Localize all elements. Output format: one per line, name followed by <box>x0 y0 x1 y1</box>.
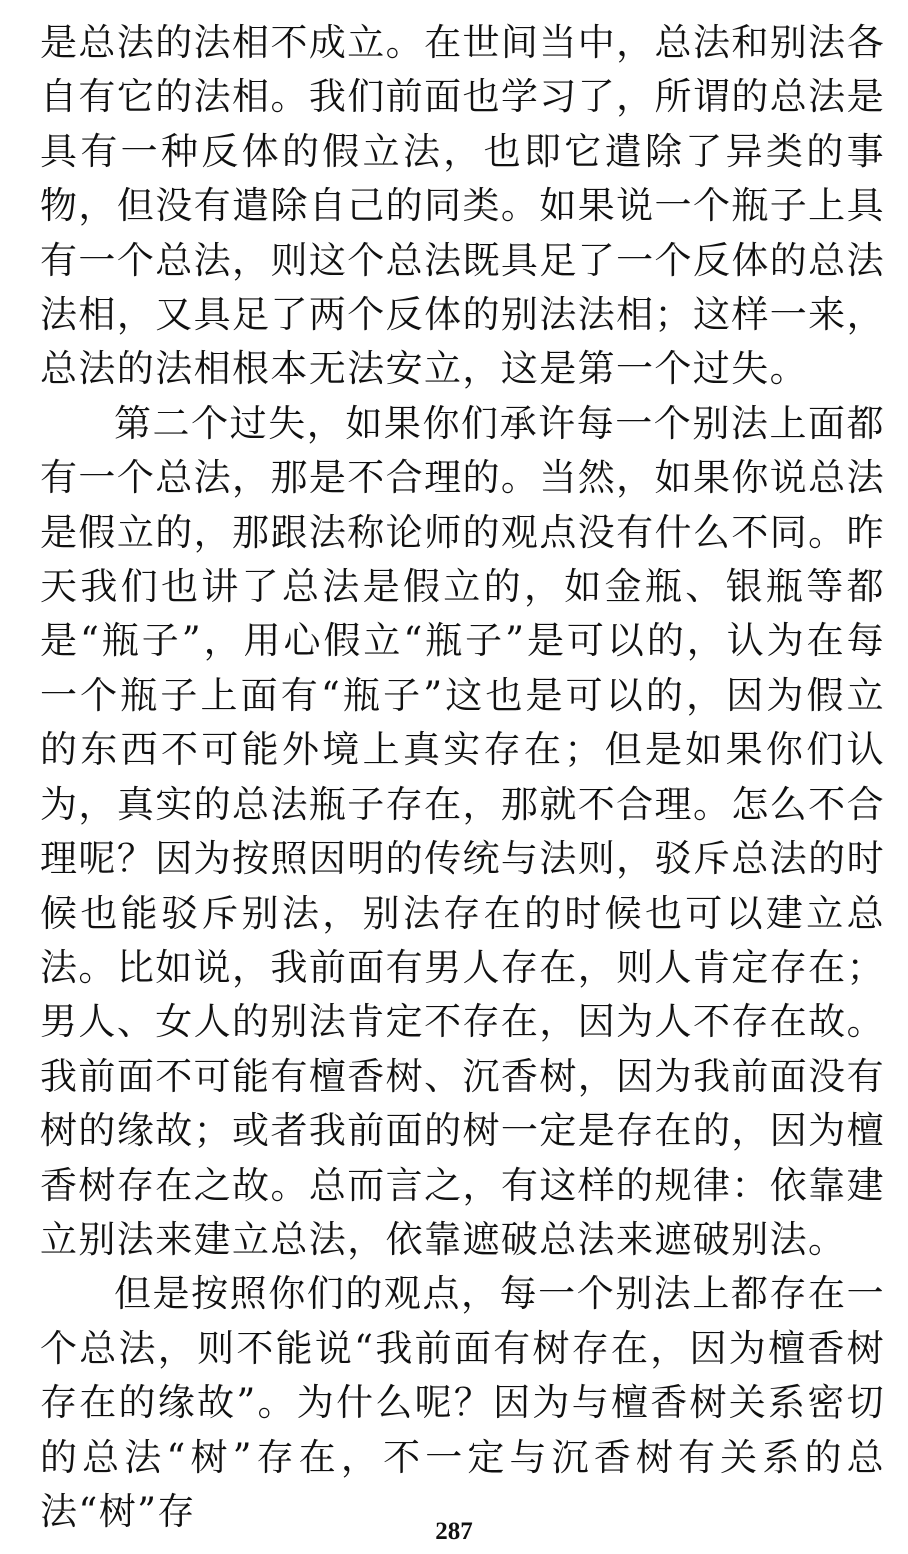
paragraph-1: 是总法的法相不成立。在世间当中，总法和别法各自有它的法相。我们前面也学习了，所谓的总法是具有一种反体的假立法，也即它遣除了异类的事物，但没有遣除自己的同类。如果说一个瓶子上具有一个总法，则这个总法既具足了一个反体的总法法相，又具足了两个反体的别法法相；这样一来，总法的法相根本无法安立，这是第一个过失。 <box>40 21 885 391</box>
paragraph-2: 第二个过失，如果你们承许每一个别法上面都有一个总法，那是不合理的。当然，如果你说总法是假立的，那跟法称论师的观点没有什么不同。昨天我们也讲了总法是假立的，如金瓶、银瓶等都是“瓶子”，用心假立“瓶子”是可以的，认为在每一个瓶子上面有“瓶子”这也是可以的，因为假立的东西不可能外境上真实存在；但是如果你们认为，真实的总法瓶子存在，那就不合理。怎么不合理呢？因为按照因明的传统与法则，驳斥总法的时候也能驳斥别法，别法存在的时候也可以建立总法。比如说，我前面有男人存在，则人肯定存在；男人、女人的别法肯定不存在，因为人不存在故。我前面不可能有檀香树、沉香树，因为我前面没有树的缘故；或者我前面的树一定是存在的，因为檀香树存在之故。总而言之，有这样的规律：依靠建立别法来建立总法，依靠遮破总法来遮破别法。 <box>40 401 885 1261</box>
page-body <box>40 16 885 1539</box>
paragraph-3: 但是按照你们的观点，每一个别法上都存在一个总法，则不能说“我前面有树存在，因为檀香树存在的缘故”。为什么呢？因为与檀香树关系密切的总法“树”存在，不一定与沉香树有关系的总法“树”存 <box>40 1272 885 1533</box>
page-number: 287 <box>435 1518 473 1545</box>
